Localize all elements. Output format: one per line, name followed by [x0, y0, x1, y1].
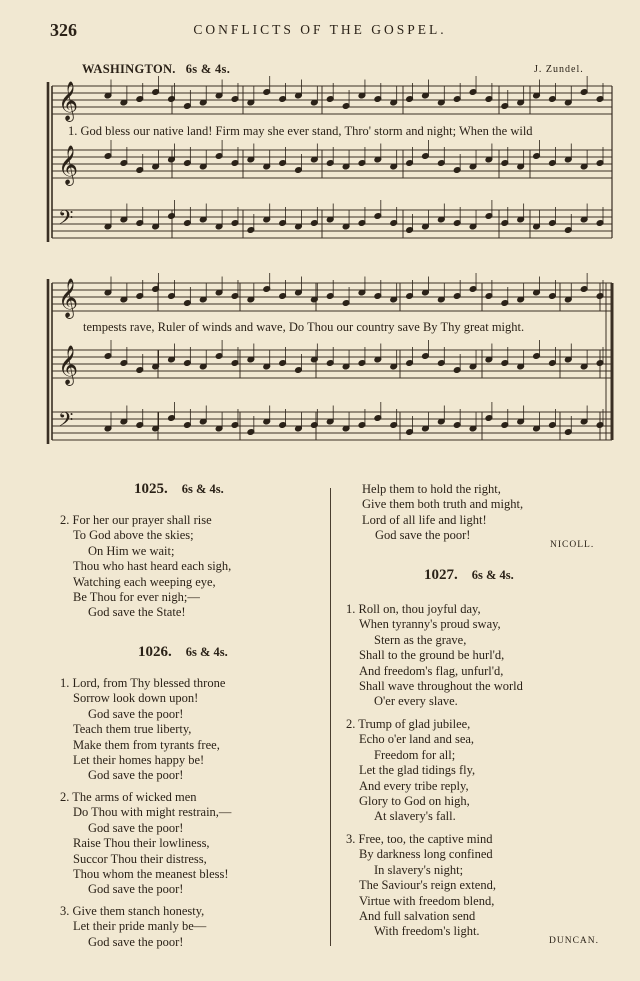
page-number: 326: [50, 20, 77, 40]
hymn-1027-author: DUNCAN.: [549, 936, 600, 946]
hymn-1027-stanza-3: 3. Free, too, the captive mind By darkness long confined In slavery's night; The Saviour's reign extend, Virtue with freedom blend, And full salvation send With freedom's light.: [346, 832, 496, 939]
hymn-1026-author: NICOLL.: [550, 540, 595, 550]
svg-text:𝄞: 𝄞: [58, 81, 79, 121]
svg-text:𝄢: 𝄢: [58, 408, 74, 436]
lyric-line-1: 1. God bless our native land! Firm may she ever stand, Thro' storm and night; When the wild: [68, 124, 533, 138]
hymn-1026-heading: 1026. 6s & 4s.: [138, 644, 228, 660]
svg-text:𝄞: 𝄞: [58, 145, 79, 185]
hymn-1026-stanza-3-continued: Help them to hold the right, Give them both truth and might, Lord of all life and light! God save the poor!: [362, 482, 524, 543]
hymn-1025-heading: 1025. 6s & 4s.: [134, 481, 224, 497]
hymn-1026-stanza-1: 1. Lord, from Thy blessed throne Sorrow look down upon! God save the poor! Teach them true liberty, Make them from tyrants free, Let their homes happy be! God save the poor!: [60, 676, 226, 783]
hymn-1025-stanza-2: 2. For her our prayer shall rise To God above the skies; On Him we wait; Thou who hast heard each sigh, Watching each weeping eye, Be Thou for ever nigh;— God save the State!: [60, 513, 232, 620]
svg-text:𝄞: 𝄞: [58, 345, 79, 385]
tune-name: WASHINGTON.: [82, 62, 176, 76]
svg-text:𝄢: 𝄢: [58, 206, 74, 234]
lyric-line-2: tempests rave, Ruler of winds and wave, Do Thou our country save By Thy great might.: [83, 320, 525, 334]
tune-meter: 6s & 4s.: [185, 62, 231, 76]
hymn-1026-stanza-3: 3. Give them stanch honesty, Let their pride manly be— God save the poor!: [60, 904, 207, 949]
staff-lines: [52, 86, 612, 440]
hymn-1026-stanza-2: 2. The arms of wicked men Do Thou with might restrain,— God save the poor! Raise Thou their lowliness, Succor Thou their distress, Thou whom the meanest bless! God save the poor!: [60, 790, 232, 897]
music-score: [0, 0, 640, 460]
hymn-1027-stanza-1: 1. Roll on, thou joyful day, When tyranny's proud sway, Stern as the grave, Shall to the ground be hurl'd, And freedom's flag, unfurl'd, Shall wave throughout the world O'er every slave.: [346, 602, 523, 709]
running-title: CONFLICTS OF THE GOSPEL.: [193, 22, 447, 37]
column-divider: [330, 488, 331, 946]
hymn-1027-stanza-2: 2. Trump of glad jubilee, Echo o'er land and sea, Freedom for all; Let the glad tidings fly, And every tribe reply, Glory to God on high, At slavery's fall.: [346, 717, 476, 824]
svg-text:𝄞: 𝄞: [58, 278, 79, 318]
hymn-1027-heading: 1027. 6s & 4s.: [424, 567, 514, 583]
tune-composer: J. Zundel.: [534, 64, 584, 75]
